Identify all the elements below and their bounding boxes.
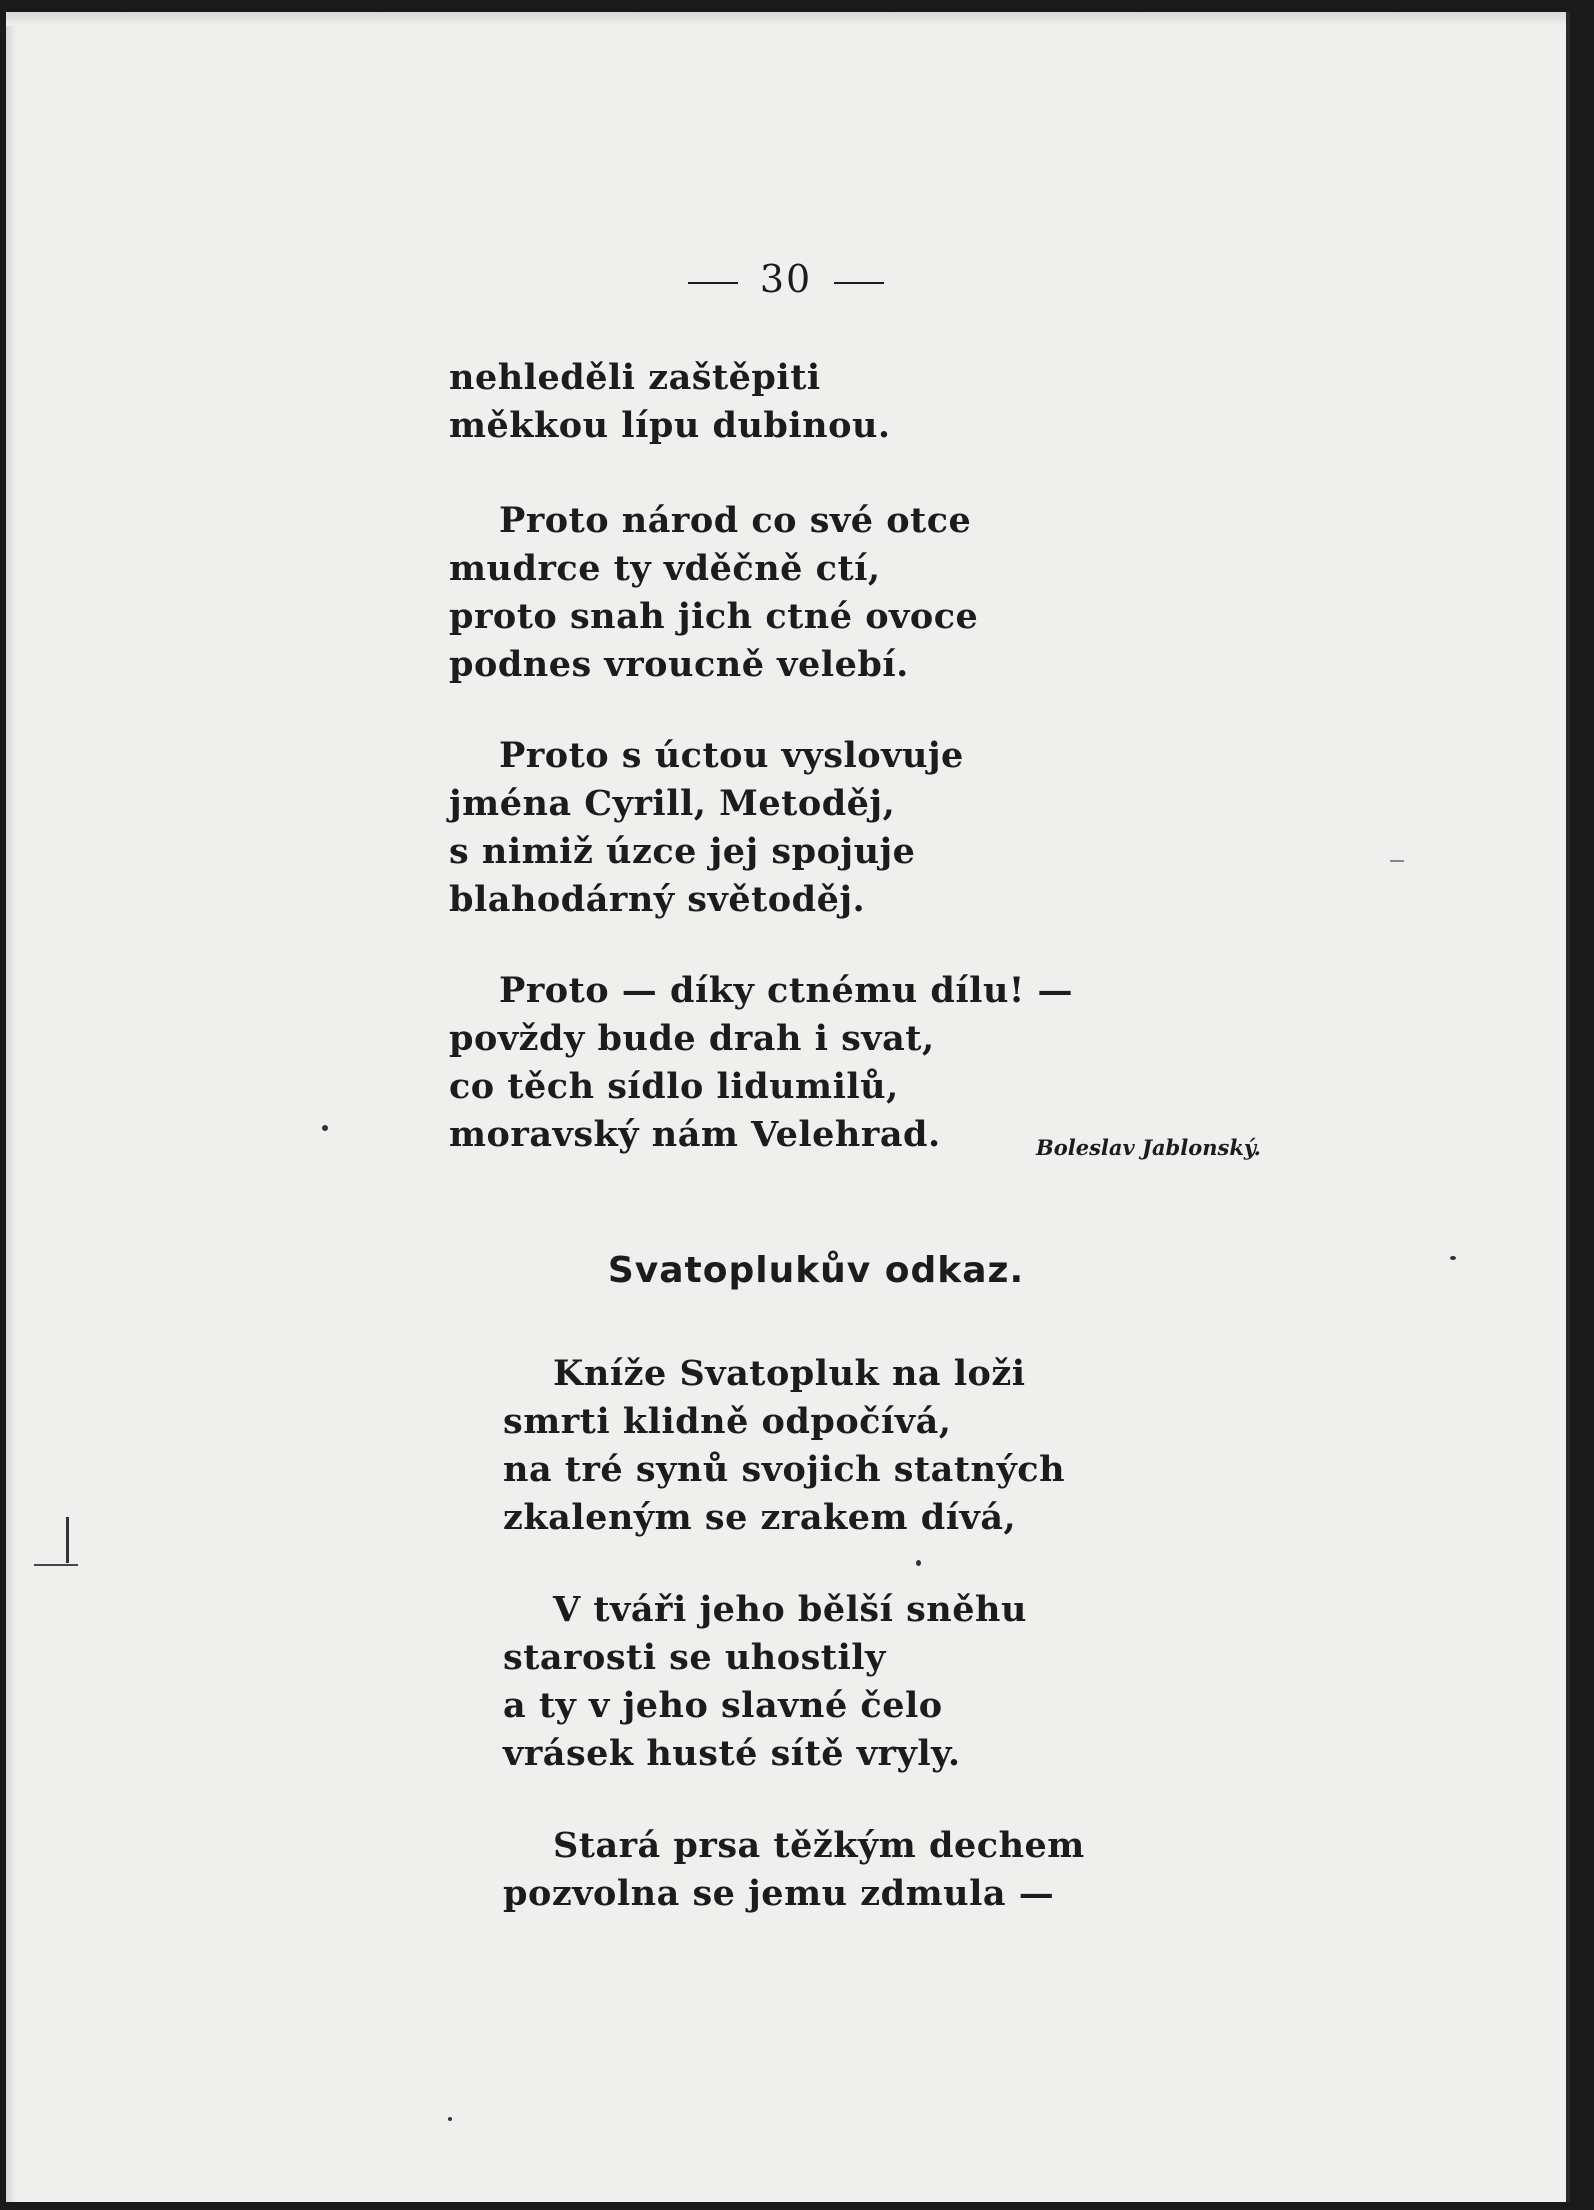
verse-line: povždy bude drah i svat, (449, 1018, 935, 1059)
verse-line: vrásek husté sítě vryly. (503, 1733, 961, 1774)
page-number-dash-right (834, 282, 884, 284)
verse-line: Proto s úctou vyslovuje (499, 735, 964, 776)
page-number-dash-left (688, 282, 738, 284)
scan-edge-top (6, 12, 1566, 26)
scan-speck (448, 2117, 452, 2121)
poem1-stanza-4 (449, 967, 1073, 1159)
page-number (6, 257, 1566, 301)
verse-line: blahodárný světoděj. (449, 879, 866, 920)
scan-speck (916, 1560, 921, 1566)
poem2-stanza-1 (503, 1350, 1065, 1542)
verse-line: co těch sídlo lidumilů, (449, 1066, 899, 1107)
verse-line: podnes vroucně velebí. (449, 644, 909, 685)
verse-line: měkkou lípu dubinou. (449, 405, 891, 446)
margin-mark (1390, 860, 1404, 862)
margin-mark (66, 1517, 69, 1563)
poem1-stanza-1 (449, 354, 891, 450)
verse-line: a ty v jeho slavné čelo (503, 1685, 943, 1726)
margin-mark (34, 1564, 78, 1566)
verse-line: Kníže Svatopluk na loži (553, 1353, 1026, 1394)
verse-line: jména Cyrill, Metoděj, (449, 783, 896, 824)
poem1-stanza-2 (449, 497, 978, 689)
verse-line: Proto národ co své otce (499, 500, 972, 541)
poem1-stanza-3 (449, 732, 964, 924)
poem2-stanza-2 (503, 1586, 1027, 1778)
scan-edge-left (6, 12, 16, 2202)
poem-title: Svatoplukův odkaz. (607, 1250, 1025, 1291)
scan-speck (322, 1125, 328, 1131)
verse-line: proto snah jich ctné ovoce (449, 596, 979, 637)
verse-line: na tré synů svojich statných (503, 1449, 1066, 1490)
verse-line: mudrce ty vděčně ctí, (449, 548, 881, 589)
verse-line: pozvolna se jemu zdmula — (503, 1873, 1055, 1914)
scan-speck (1450, 1256, 1456, 1260)
verse-line: s nimiž úzce jej spojuje (449, 831, 916, 872)
verse-line: starosti se uhostily (503, 1637, 886, 1678)
author-signature: Boleslav Jablonský. (1036, 1135, 1261, 1160)
page-number-value: 30 (759, 257, 813, 301)
verse-line: moravský nám Velehrad. (449, 1114, 941, 1155)
poem2-stanza-3 (503, 1822, 1085, 1918)
scanned-page (6, 12, 1570, 2202)
verse-line: Stará prsa těžkým dechem (553, 1825, 1085, 1866)
verse-line: nehleděli zaštěpiti (449, 357, 821, 398)
verse-line: zkaleným se zrakem dívá, (503, 1497, 1017, 1538)
verse-line: Proto — díky ctnému dílu! — (499, 970, 1073, 1011)
verse-line: smrti klidně odpočívá, (503, 1401, 952, 1442)
verse-line: V tváři jeho bělší sněhu (553, 1589, 1027, 1630)
